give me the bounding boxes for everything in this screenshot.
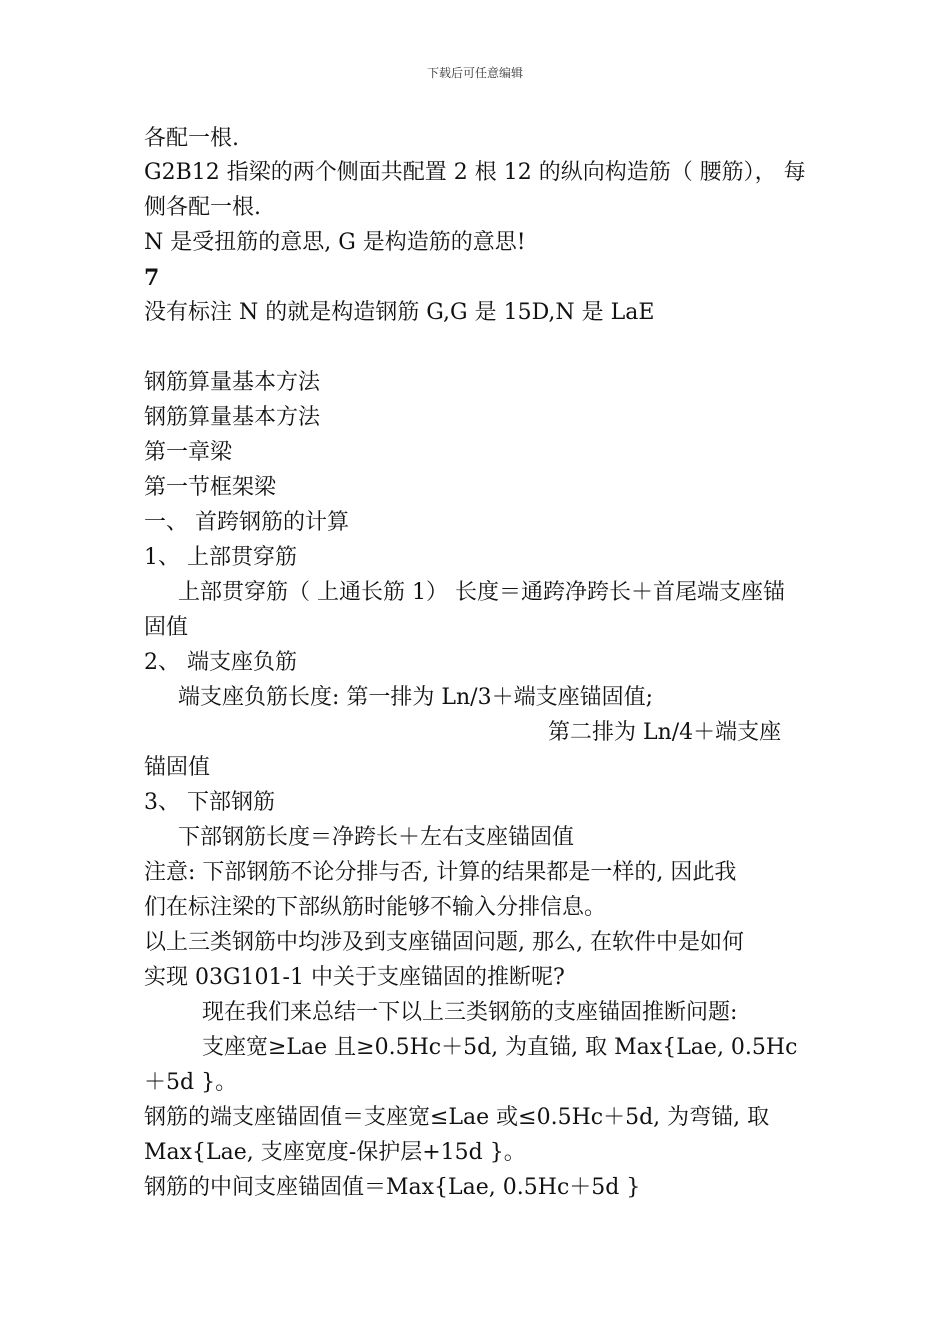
item-title: 2、 端支座负筋 [144,650,297,675]
text-line: 侧各配一根. [144,195,261,220]
text-line: 下部钢筋长度＝净跨长＋左右支座锚固值 [178,825,575,850]
text-line: 端支座负筋长度: 第一排为 Ln/3＋端支座锚固值; [178,685,653,710]
item-title: 1、 上部贯穿筋 [144,545,297,570]
text-line: 固值 [144,615,189,640]
heading-line: 钢筋算量基本方法 [144,370,321,395]
text-line: 钢筋的端支座锚固值＝支座宽≤Lae 或≤0.5Hc＋5d, 为弯锚, 取 [144,1105,770,1130]
section-title: 第一节框架梁 [144,475,277,500]
text-line: 支座宽≥Lae 且≥0.5Hc＋5d, 为直锚, 取 Max{Lae, 0.5Hc [202,1035,798,1060]
text-line: 上部贯穿筋（ 上通长筋 1） 长度＝通跨净跨长＋首尾端支座锚 [178,580,785,605]
chapter-title: 第一章梁 [144,440,233,465]
text-line: 以上三类钢筋中均涉及到支座锚固问题, 那么, 在软件中是如何 [144,930,744,955]
subsection-title: 一、 首跨钢筋的计算 [144,510,349,535]
text-line: 锚固值 [144,755,211,780]
text-line: G2B12 指梁的两个侧面共配置 2 根 12 的纵向构造筋（ 腰筋）， 每 [144,160,806,185]
text-line: Max{Lae, 支座宽度-保护层+15d }。 [144,1140,526,1165]
text-line: 各配一根. [144,126,239,151]
page-header: 下载后可任意编辑 [426,66,523,80]
text-line: 没有标注 N 的就是构造钢筋 G,G 是 15D,N 是 LaE [144,300,655,325]
text-line: 第二排为 Ln/4＋端支座 [548,720,782,745]
text-line: 们在标注梁的下部纵筋时能够不输入分排信息。 [144,895,607,920]
text-line: N 是受扭筋的意思, G 是构造筋的意思! [144,230,526,255]
text-line: 注意: 下部钢筋不论分排与否, 计算的结果都是一样的, 因此我 [144,860,737,885]
heading-line: 钢筋算量基本方法 [144,405,321,430]
text-line: ＋5d }。 [144,1070,238,1095]
section-number: 7 [144,265,160,291]
text-line: 现在我们来总结一下以上三类钢筋的支座锚固推断问题: [202,1000,738,1025]
text-line: 钢筋的中间支座锚固值＝Max{Lae, 0.5Hc＋5d } [144,1175,641,1200]
item-title: 3、 下部钢筋 [144,790,275,815]
text-line: 实现 03G101-1 中关于支座锚固的推断呢? [144,965,565,990]
